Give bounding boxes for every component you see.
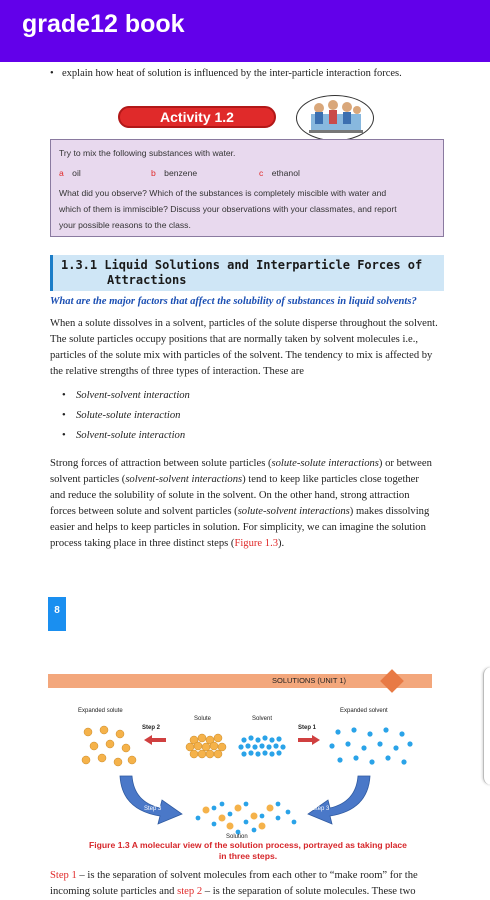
label-expanded-solute: Expanded solute <box>78 708 123 714</box>
label-expanded-solvent: Expanded solvent <box>340 708 388 714</box>
solution-process-figure <box>48 690 448 840</box>
label-solution: Solution <box>226 834 248 840</box>
paragraph-forces <box>50 456 450 552</box>
text-line: The solute particles occupy positions that are normally taken by solvent molecules i.e., <box>50 334 419 345</box>
activity-question-line: What did you observe? Which of the substances is completely miscible with water and <box>59 188 387 198</box>
page-number-badge: 8 <box>48 597 66 631</box>
list-item: • Solute-solute interaction <box>62 410 190 430</box>
activity-label: Activity 1.2 <box>160 109 234 125</box>
section-title <box>61 258 431 288</box>
activity-question-line: which of them is immiscible? Discuss your observations with your classmates, and report <box>59 204 397 214</box>
list-item: • Solvent-solvent interaction <box>62 390 190 410</box>
activity-header <box>118 106 276 128</box>
list-item: • Solvent-solute interaction <box>62 430 190 450</box>
edge-panel-handle[interactable] <box>483 667 490 785</box>
option-b <box>151 168 197 178</box>
label-step3-left: Step 3 <box>144 806 162 812</box>
figure-link[interactable]: Figure 1.3 <box>234 538 279 549</box>
section-heading <box>50 255 444 291</box>
option-text: oil <box>72 168 81 178</box>
text-line: process taking place in three distinct steps (Figure 1.3). <box>50 538 285 549</box>
app-bar <box>0 0 490 62</box>
option-letter: c <box>259 168 264 178</box>
text-line: Step 1 – is the separation of solvent molecules from each other to “make room” for the <box>50 870 418 881</box>
activity-box <box>50 139 444 237</box>
book-page[interactable] <box>0 62 490 900</box>
label-solute: Solute <box>194 716 212 722</box>
text-line: easier and helps to keep particles in solution. For simplicity, we can imagine the solution <box>50 522 426 533</box>
text-line: and reduce the solubility of solute in the solvent. On the other hand, strong attraction <box>50 490 410 501</box>
figure-header-label: SOLUTIONS (UNIT 1) <box>272 676 347 685</box>
objective-bullet: • explain how heat of solution is influenced by the inter-particle interaction forces. <box>62 68 402 79</box>
option-text: benzene <box>164 168 198 178</box>
option-a <box>59 168 81 178</box>
label-step2: Step 2 <box>142 725 161 731</box>
text-line: incoming solute particles and step 2 – is the separation of solute molecules. These two <box>50 886 416 897</box>
text-line: particles of the solute mix with particles of the solvent. The tendency to mix is affected by <box>50 350 433 361</box>
label-step1: Step 1 <box>298 725 317 731</box>
option-letter: b <box>151 168 156 178</box>
section-title-line: 1.3.1 Liquid Solutions and Interparticle Forces of <box>61 258 423 272</box>
focus-question: What are the major factors that affect the solubility of substances in liquid solvents? <box>50 296 417 307</box>
caption-line: in three steps. <box>218 851 278 861</box>
figure-header-bar <box>48 674 432 688</box>
text-line: When a solute dissolves in a solvent, particles of the solute disperse throughout the solvent. <box>50 318 438 329</box>
text-line: Strong forces of attraction between solute particles (solute-solute interactions) or between <box>50 458 432 469</box>
interaction-list <box>62 390 190 450</box>
lab-people-icon <box>297 96 375 142</box>
option-letter: a <box>59 168 64 178</box>
text-line: solvent particles (solvent-solvent interactions) tend to keep like particles close together <box>50 474 419 485</box>
option-text: ethanol <box>271 168 300 178</box>
app-title: grade12 book <box>22 10 185 38</box>
text-line: forces between solute and solvent particles (solute-solvent interactions) makes dissolving <box>50 506 430 517</box>
paragraph-intro <box>50 316 450 380</box>
activity-instruction: Try to mix the following substances with water. <box>59 148 236 158</box>
caption-line: Figure 1.3 A molecular view of the solution process, portrayed as taking place <box>89 840 407 850</box>
label-solvent: Solvent <box>252 716 273 722</box>
section-title-line: Attractions <box>107 273 187 287</box>
figure-caption <box>48 840 448 862</box>
option-c <box>259 168 300 178</box>
text-line: the relative strengths of three types of interaction. These are <box>50 366 304 377</box>
activity-question-line: your possible reasons to the class. <box>59 220 191 230</box>
paragraph-steps <box>50 868 450 900</box>
label-step3-right: Step 3 <box>312 806 330 812</box>
activity-illustration <box>296 95 374 141</box>
